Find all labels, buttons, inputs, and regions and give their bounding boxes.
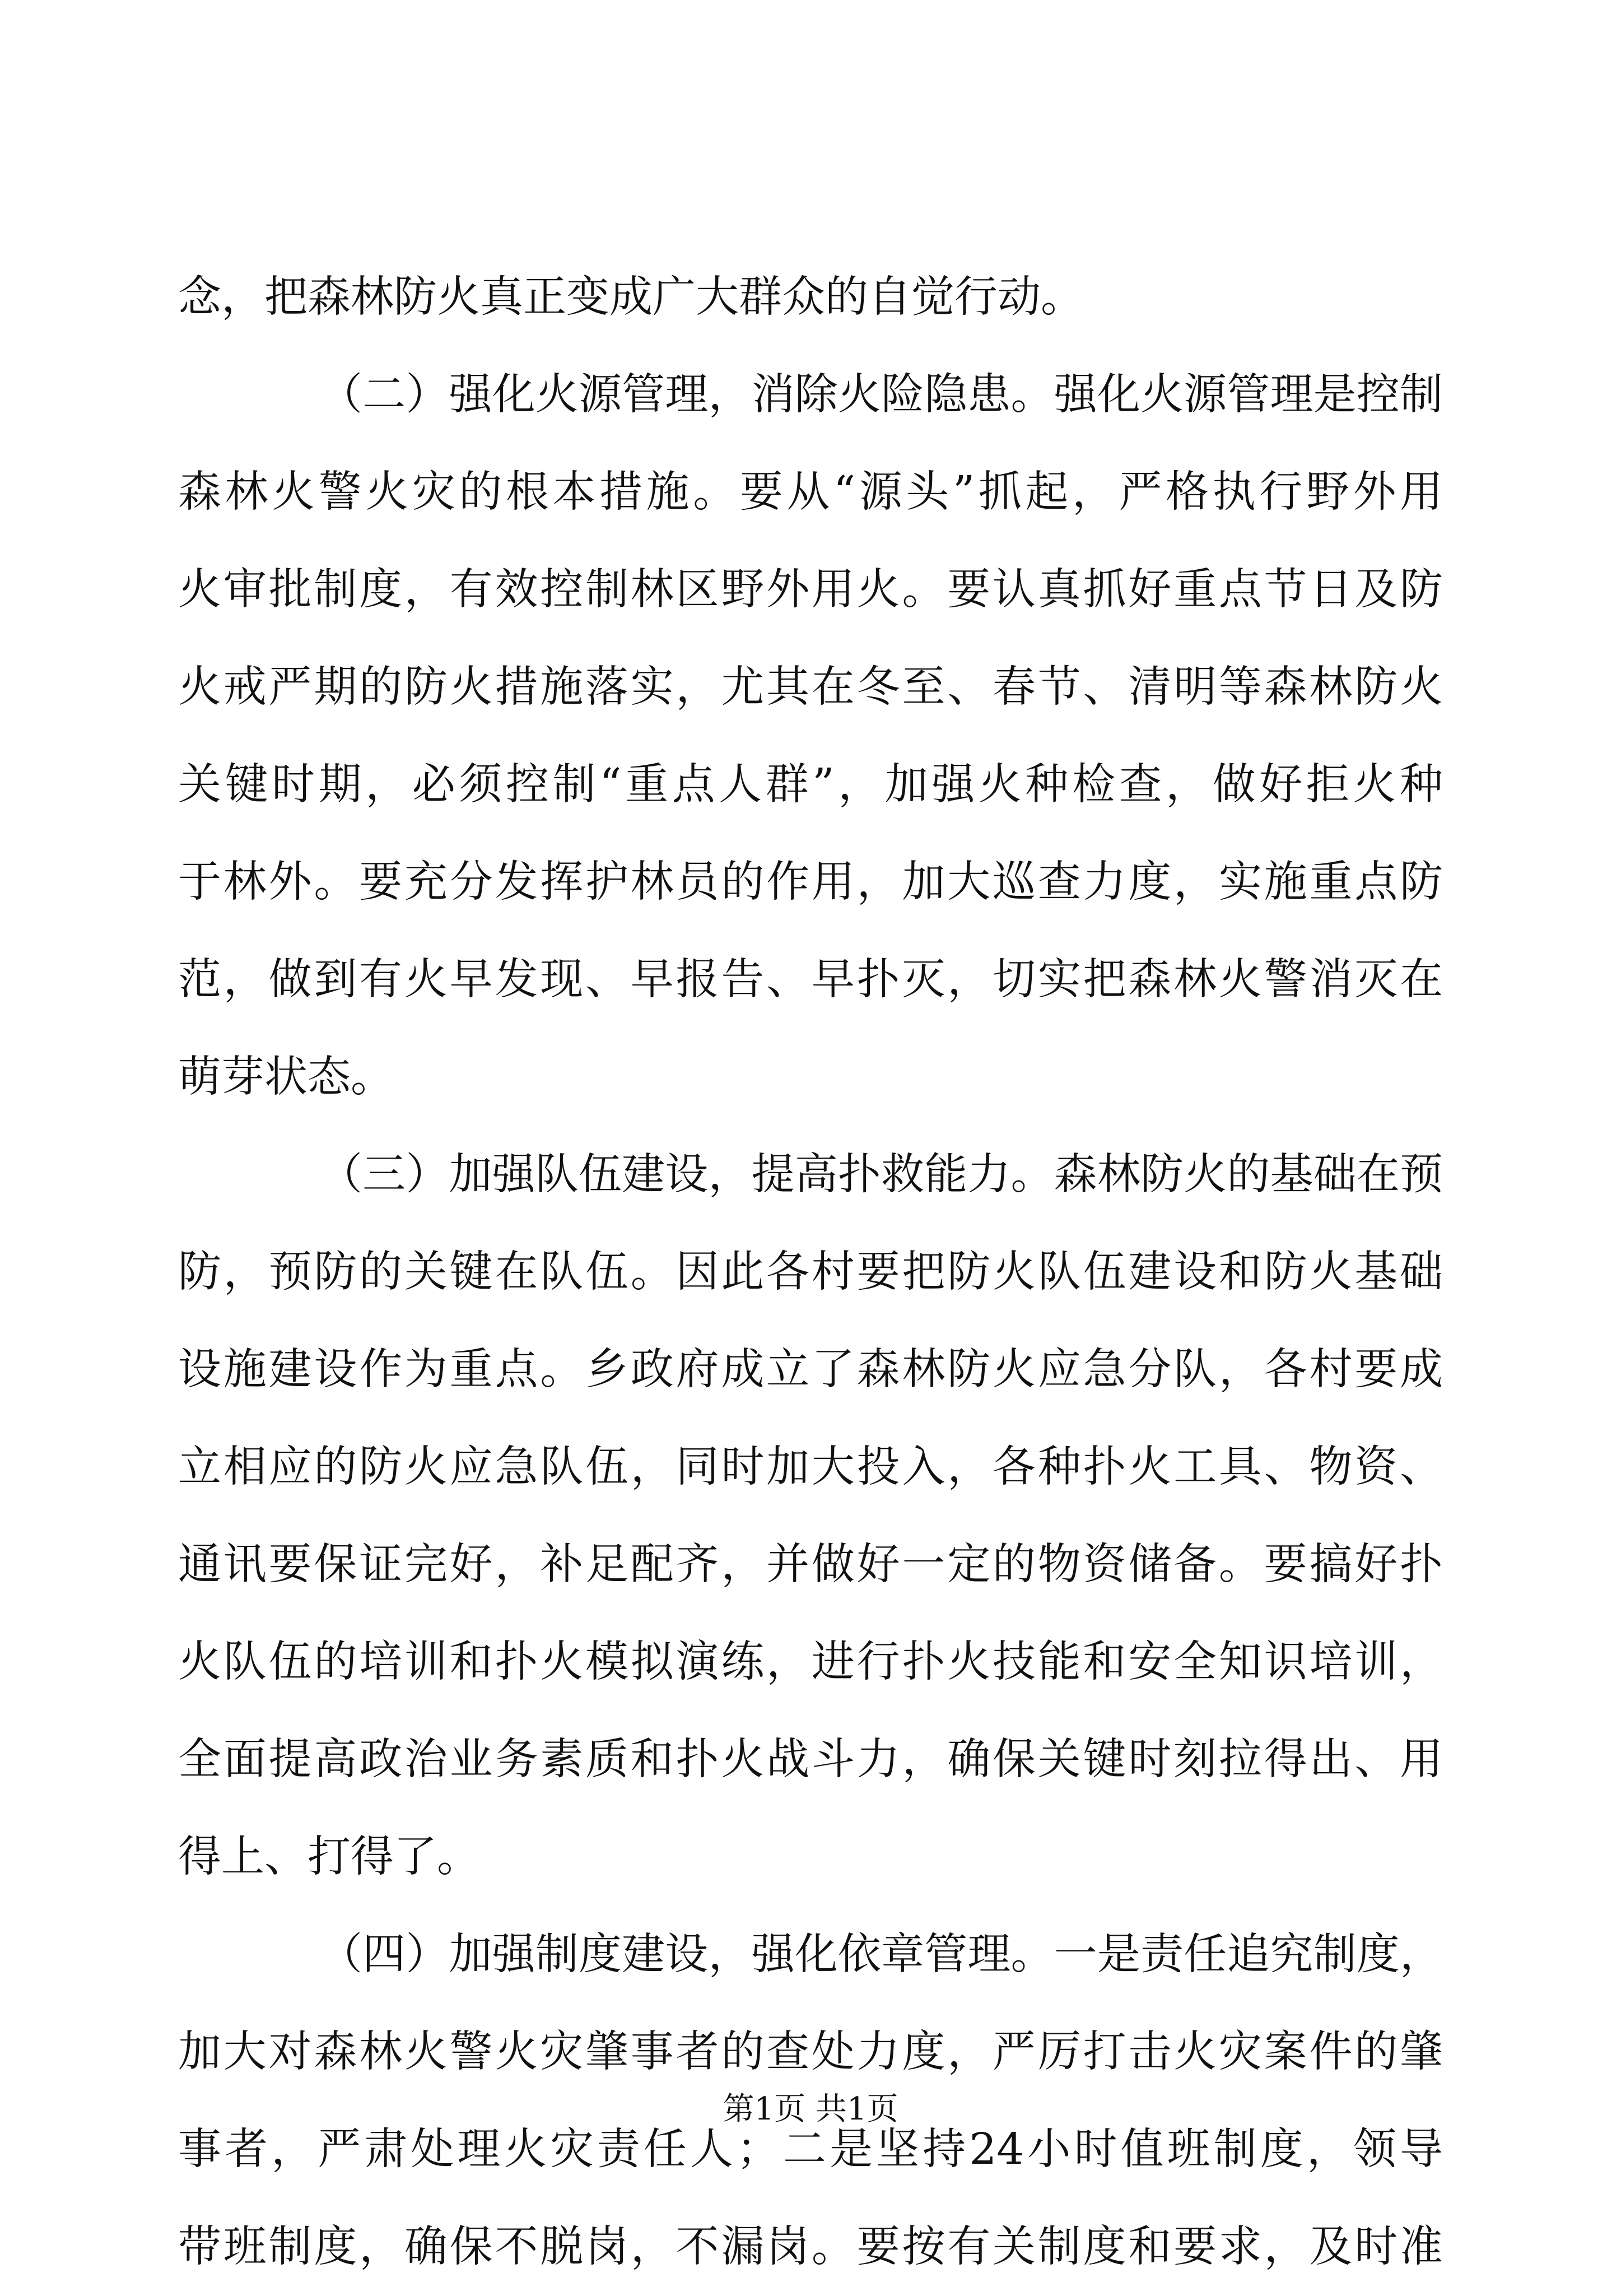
text-line: 通讯要保证完好，补足配齐，并做好一定的物资储备。要搞好扑: [178, 1540, 1443, 1589]
text-line: 得上、打得了。: [178, 1832, 480, 1882]
text-line: 森林火警火灾的根本措施。要从“源头”抓起，严格执行野外用: [178, 467, 1443, 517]
text-line: 火队伍的培训和扑火模拟演练，进行扑火技能和安全知识培训，: [178, 1637, 1443, 1687]
paragraph-heading-line: （三）加强队伍建设，提高扑救能力。森林防火的基础在预: [319, 1150, 1443, 1200]
text-line: 火审批制度，有效控制林区野外用火。要认真抓好重点节日及防: [178, 565, 1443, 615]
text-line: 设施建设作为重点。乡政府成立了森林防火应急分队，各村要成: [178, 1345, 1443, 1395]
text-line: 范，做到有火早发现、早报告、早扑灭，切实把森林火警消灭在: [178, 955, 1443, 1005]
text-line: 全面提高政治业务素质和扑火战斗力，确保关键时刻拉得出、用: [178, 1735, 1443, 1784]
paragraph-heading-line: （四）加强制度建设，强化依章管理。一是责任追究制度，: [319, 1930, 1443, 1979]
page-number-label: 第1页 共1页: [723, 2091, 898, 2127]
text-line: 立相应的防火应急队伍，同时加大投入，各种扑火工具、物资、: [178, 1442, 1443, 1492]
text-line: 萌芽状态。: [178, 1052, 394, 1102]
text-line: 加大对森林火警火灾肇事者的查处力度，严厉打击火灾案件的肇: [178, 2027, 1443, 2077]
text-line: 事者，严肃处理火灾责任人；二是坚持24小时值班制度，领导: [178, 2125, 1443, 2174]
text-line: 带班制度，确保不脱岗，不漏岗。要按有关制度和要求，及时准: [178, 2222, 1443, 2272]
text-line: 念，把森林防火真正变成广大群众的自觉行动。: [178, 272, 1084, 322]
paragraph-heading-line: （二）强化火源管理，消除火险隐患。强化火源管理是控制: [319, 370, 1443, 420]
text-line: 于林外。要充分发挥护林员的作用，加大巡查力度，实施重点防: [178, 857, 1443, 907]
text-line: 防，预防的关键在队伍。因此各村要把防火队伍建设和防火基础: [178, 1247, 1443, 1297]
page-footer: [0, 2087, 1621, 2132]
text-line: 火戒严期的防火措施落实，尤其在冬至、春节、清明等森林防火: [178, 662, 1443, 712]
document-body: [178, 249, 1443, 2296]
text-line: 关键时期，必须控制“重点人群”，加强火种检查，做好拒火种: [178, 760, 1443, 810]
